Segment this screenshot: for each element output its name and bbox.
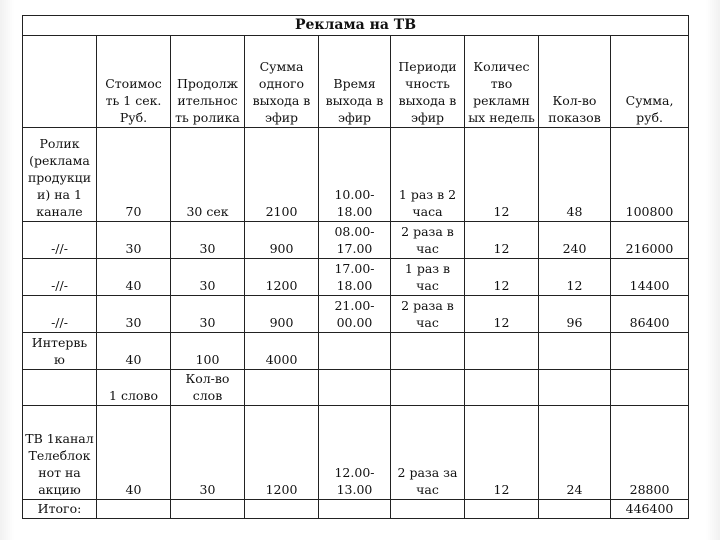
cell-air-time: 17.00-18.00	[319, 259, 391, 296]
cell-air-time: 21.00-00.00	[319, 296, 391, 333]
cell-cost: 30	[97, 222, 171, 259]
cell-weeks	[465, 500, 539, 519]
cell-cost: 1 слово	[97, 370, 171, 406]
cell-frequency	[391, 333, 465, 370]
cell-frequency	[391, 500, 465, 519]
table-row	[23, 259, 689, 296]
cell-sum	[611, 333, 689, 370]
total-row	[23, 500, 689, 519]
header-clip-duration: Продолж ительнос ть ролика	[171, 36, 245, 128]
cell-airing-sum: 900	[245, 296, 319, 333]
cell-duration: 30 сек	[171, 128, 245, 222]
cell-sum: 216000	[611, 222, 689, 259]
cell-airing-sum	[245, 370, 319, 406]
cell-airing-sum: 2100	[245, 128, 319, 222]
cell-shows	[539, 500, 611, 519]
cell-shows: 96	[539, 296, 611, 333]
cell-duration: 30	[171, 406, 245, 500]
cell-duration: Кол-во слов	[171, 370, 245, 406]
cell-weeks: 12	[465, 259, 539, 296]
tv-advertising-table	[22, 15, 689, 519]
cell-shows: 48	[539, 128, 611, 222]
cell-air-time: 08.00-17.00	[319, 222, 391, 259]
cell-sum: 86400	[611, 296, 689, 333]
cell-shows: 240	[539, 222, 611, 259]
header-single-airing-sum: Сумма одного выхода в эфир	[245, 36, 319, 128]
cell-shows	[539, 333, 611, 370]
cell-cost: 40	[97, 333, 171, 370]
cell-shows: 12	[539, 259, 611, 296]
cell-weeks: 12	[465, 128, 539, 222]
cell-frequency: 1 раз в 2 часа	[391, 128, 465, 222]
row-label: -//-	[23, 222, 97, 259]
total-sum: 446400	[611, 500, 689, 519]
table-title: Реклама на ТВ	[23, 16, 689, 36]
cell-airing-sum: 1200	[245, 259, 319, 296]
cell-shows: 24	[539, 406, 611, 500]
row-label	[23, 370, 97, 406]
header-air-time: Время выхода в эфир	[319, 36, 391, 128]
cell-frequency: 2 раза в час	[391, 222, 465, 259]
table-row	[23, 333, 689, 370]
cell-duration	[171, 500, 245, 519]
cell-cost: 70	[97, 128, 171, 222]
cell-airing-sum: 4000	[245, 333, 319, 370]
cell-sum: 100800	[611, 128, 689, 222]
cell-frequency: 1 раз в час	[391, 259, 465, 296]
cell-sum: 28800	[611, 406, 689, 500]
cell-frequency: 2 раза за час	[391, 406, 465, 500]
cell-duration: 100	[171, 333, 245, 370]
row-label: ТВ 1канал Телеблок нот на акцию	[23, 406, 97, 500]
table-row	[23, 296, 689, 333]
row-label: Интервь ю	[23, 333, 97, 370]
cell-sum	[611, 370, 689, 406]
header-row	[23, 36, 689, 128]
header-cell-empty	[23, 36, 97, 128]
cell-cost: 30	[97, 296, 171, 333]
table-row	[23, 128, 689, 222]
cell-duration: 30	[171, 259, 245, 296]
cell-sum: 14400	[611, 259, 689, 296]
table-row	[23, 370, 689, 406]
cell-air-time	[319, 333, 391, 370]
header-weeks-count: Количес тво рекламн ых недель	[465, 36, 539, 128]
cell-airing-sum: 1200	[245, 406, 319, 500]
cell-weeks	[465, 370, 539, 406]
cell-air-time	[319, 370, 391, 406]
cell-air-time: 12.00-13.00	[319, 406, 391, 500]
header-total-sum: Сумма, руб.	[611, 36, 689, 128]
cell-weeks	[465, 333, 539, 370]
cell-airing-sum: 900	[245, 222, 319, 259]
cell-air-time: 10.00-18.00	[319, 128, 391, 222]
row-label: Ролик (реклама продукци и) на 1 канале	[23, 128, 97, 222]
table-row	[23, 222, 689, 259]
cell-duration: 30	[171, 296, 245, 333]
cell-shows	[539, 370, 611, 406]
row-label: -//-	[23, 259, 97, 296]
cell-weeks: 12	[465, 406, 539, 500]
header-frequency: Периоди чность выхода в эфир	[391, 36, 465, 128]
cell-frequency	[391, 370, 465, 406]
row-label: -//-	[23, 296, 97, 333]
table-row	[23, 406, 689, 500]
total-label: Итого:	[23, 500, 97, 519]
cell-cost: 40	[97, 406, 171, 500]
cell-cost: 40	[97, 259, 171, 296]
cell-airing-sum	[245, 500, 319, 519]
cell-cost	[97, 500, 171, 519]
cell-weeks: 12	[465, 222, 539, 259]
cell-duration: 30	[171, 222, 245, 259]
cell-frequency: 2 раза в час	[391, 296, 465, 333]
cell-weeks: 12	[465, 296, 539, 333]
header-shows-count: Кол-во показов	[539, 36, 611, 128]
header-cost-per-second: Стоимос ть 1 сек. Руб.	[97, 36, 171, 128]
cell-air-time	[319, 500, 391, 519]
